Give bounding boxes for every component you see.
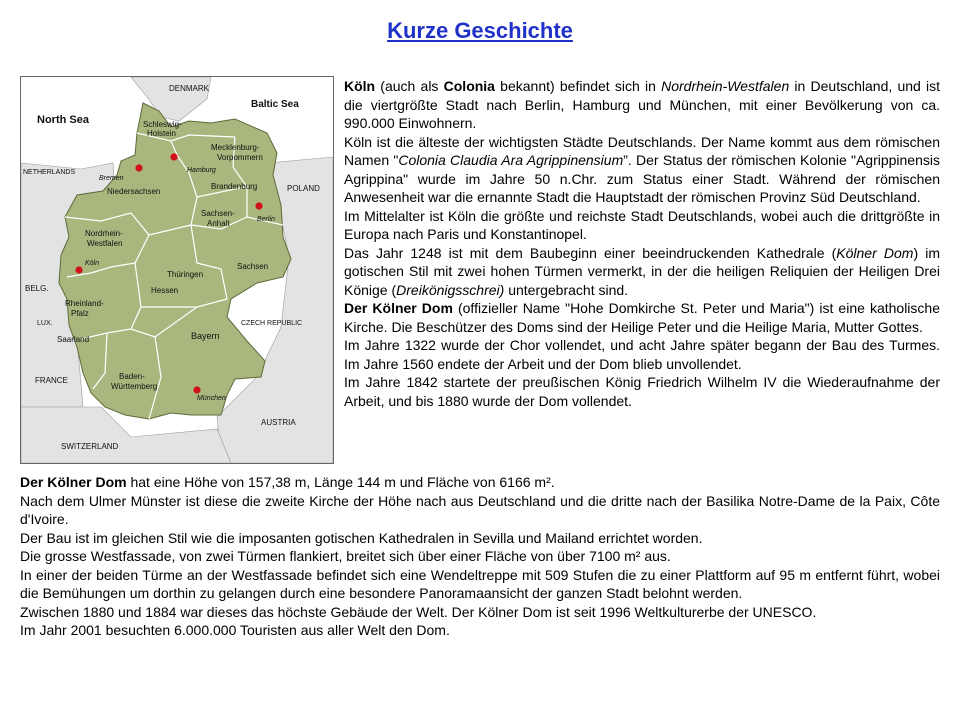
label-north-sea: North Sea [37,114,89,126]
label-lux: LUX. [37,320,53,327]
text-span: in Deutschland, und ist die viertgrößte Stadt nach Berlin, Hamburg und München, mit einer Bevölkerung von ca. 990.000 Einwohnern. [344,78,941,131]
label-berlin: Berlin [257,216,275,223]
label-sachsen: Sachsen [237,262,269,271]
text-span: untergebracht sind. [504,281,629,298]
label-nrw-1: Nordrhein- [85,229,123,238]
label-netherlands: NETHERLANDS [23,169,76,176]
text-nrw-italic: Nordrhein-Westfalen [661,78,790,94]
bottom-paragraph-1 [20,473,940,492]
label-saarland: Saarland [57,335,90,344]
label-mecklenburg: Mecklenburg- [211,143,260,152]
bottom-text-block [20,473,940,640]
bottom-paragraph-3: Der Bau ist im gleichen Stil wie die imposanten gotischen Kathedralen in Sevilla und Mailand errichtet worden. [20,529,703,546]
text-koelner-dom-italic: Kölner Dom [836,244,914,261]
right-paragraph-6: Im Jahre 1322 wurde der Chor vollendet, und acht Jahre später begann der Bau des Turmes. Im Jahre 1560 endete der Arbeit und der Dom blieb unvollendet. [344,337,940,372]
text-koelner-dom-bold: Der Kölner Dom [20,474,127,490]
label-bremen: Bremen [99,175,124,182]
text-latin-name-italic: Colonia Claudia Ara Agrippinensium [398,152,624,168]
label-sachsen-anhalt-1: Sachsen- [201,209,235,218]
label-hessen: Hessen [151,286,179,295]
page-title-wrap [0,18,960,44]
label-schleswig: Schleswig- [143,120,182,129]
label-koeln: Köln [85,260,100,267]
text-span: bekannt) befindet sich in [494,78,662,94]
page-title-link[interactable]: Kurze Geschichte [387,18,573,43]
label-denmark: DENMARK [169,84,210,93]
label-muenchen: München [197,395,226,402]
label-niedersachsen: Niedersachsen [107,187,161,196]
right-text-column [344,77,940,410]
right-paragraph-3: Im Mittelalter ist Köln die größte und reichste Stadt Deutschlands, wobei auch die drittgrößte in Europa nach Paris und Konstantinopel. [344,207,940,242]
text-koeln-bold: Köln [344,78,376,94]
label-bw-1: Baden- [119,372,145,381]
text-span: Das Jahr 1248 ist mit dem Baubeginn einer beeindruckenden Kathedrale ( [344,244,837,261]
marker-muenchen [193,386,200,393]
label-hamburg: Hamburg [187,167,216,174]
right-paragraph-7: Im Jahre 1842 startete der preußischen König Friedrich Wilhelm IV die Wiederaufnahme der Arbeit, und bis 1880 wurde der Dom vollendet. [344,374,940,409]
label-holstein: Holstein [147,129,176,138]
text-span: ”. Der Status der römischen Kolonie "Agrippinensis Agrippina" wurde im Jahre 50 n.Chr. zum Status einer Stadt. Während der römischen Anwesenheit war die ernannte Stadt die Hauptstadt der römischen Provinz Süd Deutschland. [344,152,940,205]
label-france: FRANCE [35,376,68,385]
label-nrw-2: Westfalen [87,239,123,248]
bottom-paragraph-5: In einer der beiden Türme an der Westfassade befindet sich eine Wendeltreppe mit 509 Stufen die zu einer Plattform auf 95 m entfernt führt, wobei die Bemühungen um dorthin zu gelangen durch eine besondere Panoramaansicht der ganzen Stadt belohnt werden. [20,566,940,601]
germany-map-svg [21,77,333,463]
label-switzerland: SWITZERLAND [61,442,119,451]
text-span: hat eine Höhe von 157,38 m, Länge 144 m und Fläche von 6166 m². [126,474,555,490]
label-belg: BELG. [25,284,49,293]
text-span: (auch als [375,78,444,94]
text-span: Köln ist die älteste der wichtigsten Städte Deutschlands. Der Name kommt aus dem römischen Namen " [344,133,940,168]
marker-hamburg [170,153,177,160]
text-koelner-dom-bold: Der Kölner Dom [344,300,453,316]
label-thueringen: Thüringen [167,270,204,279]
label-brandenburg: Brandenburg [211,182,258,191]
right-paragraph-2 [344,133,940,207]
label-poland: POLAND [287,184,320,193]
text-span: (offizieller Name "Hohe Domkirche St. Peter und Maria") ist eine katholische Kirche. Die Beschützer des Doms sind der Heilige Peter und die Heilige Maria, Mutter Gottes. [344,300,940,335]
bottom-paragraph-2: Nach dem Ulmer Münster ist diese die zweite Kirche der Höhe nach aus Deutschland und die dritte nach der Basilika Notre-Dame de la Paix, Côte d'Ivoire. [20,492,940,527]
text-span: ) im gotischen Stil mit zwei hohen Türmen vermerkt, in der die heiligen Reliquien der Heiligen Drei Könige ( [344,244,940,298]
label-czech: CZECH REPUBLIC [241,320,303,327]
bottom-paragraph-6: Zwischen 1880 und 1884 war dieses das höchste Gebäude der Welt. Der Kölner Dom ist seit 1996 Weltkulturerbe der UNESCO. [20,603,817,620]
right-paragraph-5 [344,299,940,336]
text-colonia-bold: Colonia [443,78,495,94]
marker-bremen [135,164,142,171]
bottom-paragraph-4: Die grosse Westfassade, von zwei Türmen flankiert, breitet sich über einer Fläche von über 7100 m² aus. [20,548,671,564]
label-bw-2: Württemberg [111,382,158,391]
label-rheinland-1: Rheinland- [65,299,104,308]
label-sachsen-anhalt-2: Anhalt [207,219,230,228]
bottom-paragraph-7: Im Jahr 2001 besuchten 6.000.000 Touristen aus aller Welt den Dom. [20,622,450,638]
label-bayern: Bayern [191,331,220,341]
label-baltic-sea: Baltic Sea [251,99,299,110]
text-dreikoenigsschrein-italic: Dreikönigsschrei) [396,281,505,298]
right-paragraph-1 [344,77,940,133]
label-vorpommern: Vorpommern [217,153,263,162]
marker-koeln [75,266,82,273]
right-paragraph-4 [344,244,940,300]
label-austria: AUSTRIA [261,418,296,427]
label-rheinland-2: Pfalz [71,309,89,318]
germany-map [20,76,334,464]
marker-berlin [255,202,262,209]
